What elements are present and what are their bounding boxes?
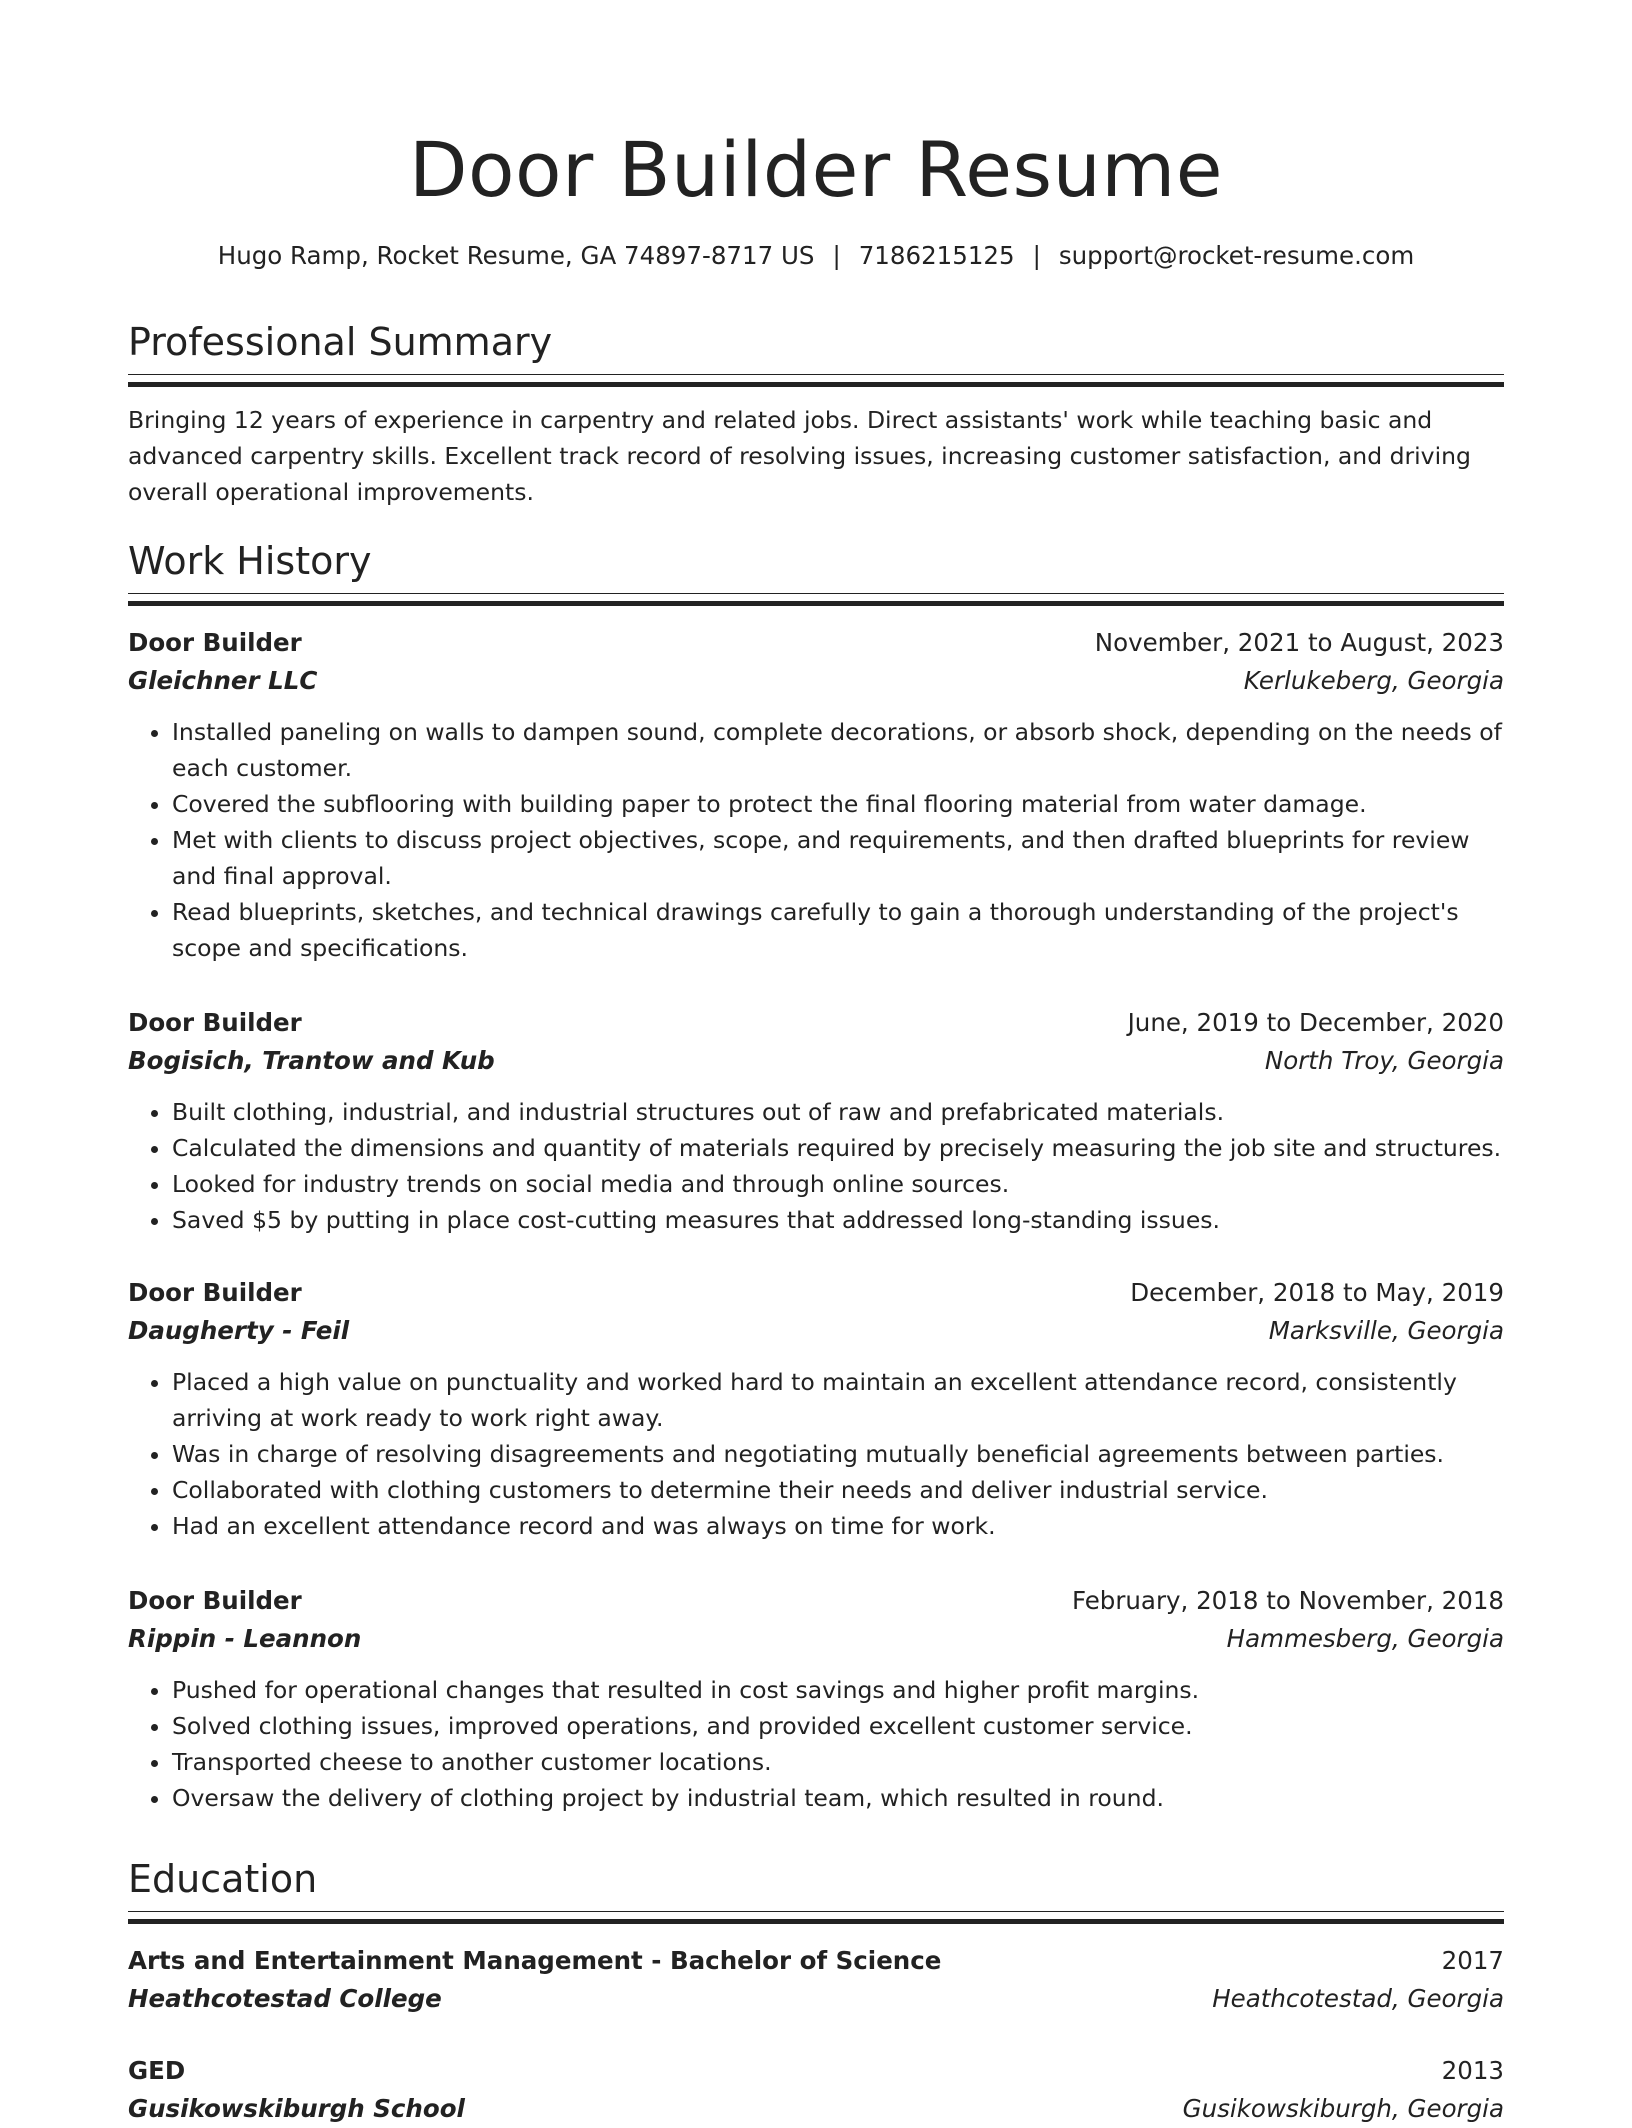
section-heading-work-history: Work History — [128, 539, 372, 583]
list-item: • Solved clothing issues, improved operations, and provided excellent customer service. — [172, 1708, 1504, 1744]
summary-text: Bringing 12 years of experience in carpentry and related jobs. Direct assistants' work while teaching basic and advanced carpentry skills. Excellent track record of resolving issues, increasing customer satisfaction, and driving overall operational improvements. — [128, 406, 1471, 506]
job-location: North Troy, Georgia — [1264, 1046, 1504, 1075]
section-heading-summary: Professional Summary — [128, 320, 553, 364]
contact-email: support@rocket-resume.com — [1058, 241, 1415, 270]
education-degree: Arts and Entertainment Management - Bachelor of Science — [128, 1946, 942, 1975]
job-role: Door Builder — [128, 1278, 302, 1307]
list-item: • Oversaw the delivery of clothing project by industrial team, which resulted in round. — [172, 1780, 1504, 1816]
list-item: • Installed paneling on walls to dampen sound, complete decorations, or absorb shock, depending on the needs of each customer. — [172, 714, 1504, 786]
education-year: 2017 — [1441, 1946, 1504, 1975]
list-item: • Pushed for operational changes that resulted in cost savings and higher profit margins. — [172, 1672, 1504, 1708]
education-location: Heathcotestad, Georgia — [1212, 1984, 1504, 2013]
job-bullets — [128, 1672, 1504, 1816]
job-entry — [128, 1274, 1504, 1544]
list-item: • Read blueprints, sketches, and technical drawings carefully to gain a thorough understanding of the project's scope and specifications. — [172, 894, 1504, 966]
job-company: Rippin - Leannon — [128, 1624, 362, 1653]
job-role: Door Builder — [128, 1008, 302, 1037]
section-heading-education: Education — [128, 1857, 318, 1901]
list-item: • Calculated the dimensions and quantity of materials required by precisely measuring the job site and structures. — [172, 1130, 1504, 1166]
job-bullets — [128, 714, 1504, 966]
job-company: Bogisich, Trantow and Kub — [128, 1046, 495, 1075]
job-entry — [128, 1582, 1504, 1816]
job-bullets — [128, 1364, 1504, 1544]
job-company: Daugherty - Feil — [128, 1316, 350, 1345]
job-dates: June, 2019 to December, 2020 — [1127, 1008, 1504, 1037]
education-location: Gusikowskiburgh, Georgia — [1182, 2094, 1504, 2123]
list-item: • Transported cheese to another customer locations. — [172, 1744, 1504, 1780]
job-location: Kerlukeberg, Georgia — [1243, 666, 1504, 695]
job-dates: February, 2018 to November, 2018 — [1071, 1586, 1504, 1615]
section-divider — [128, 593, 1504, 607]
section-divider — [128, 374, 1504, 388]
contact-phone: 7186215125 — [858, 241, 1015, 270]
education-degree: GED — [128, 2056, 186, 2085]
list-item: • Looked for industry trends on social media and through online sources. — [172, 1166, 1504, 1202]
contact-separator: | — [832, 241, 841, 270]
job-bullets — [128, 1094, 1504, 1238]
job-entry — [128, 624, 1504, 966]
job-dates: November, 2021 to August, 2023 — [1094, 628, 1504, 657]
contact-address: Hugo Ramp, Rocket Resume, GA 74897-8717 US — [217, 241, 815, 270]
contact-line — [128, 238, 1504, 274]
list-item: • Saved $5 by putting in place cost-cutting measures that addressed long-standing issues. — [172, 1202, 1504, 1238]
list-item: • Met with clients to discuss project objectives, scope, and requirements, and then drafted blueprints for review and final approval. — [172, 822, 1504, 894]
education-school: Heathcotestad College — [128, 1984, 442, 2013]
education-school: Gusikowskiburgh School — [128, 2094, 465, 2123]
job-dates: December, 2018 to May, 2019 — [1130, 1278, 1504, 1307]
job-company: Gleichner LLC — [128, 666, 318, 695]
list-item: • Had an excellent attendance record and was always on time for work. — [172, 1508, 1504, 1544]
section-divider — [128, 1911, 1504, 1925]
job-location: Hammesberg, Georgia — [1226, 1624, 1504, 1653]
list-item: • Collaborated with clothing customers to determine their needs and deliver industrial service. — [172, 1472, 1504, 1508]
education-entry — [128, 2052, 1504, 2128]
job-location: Marksville, Georgia — [1268, 1316, 1504, 1345]
education-entry — [128, 1942, 1504, 2018]
contact-separator: | — [1032, 241, 1041, 270]
list-item: • Was in charge of resolving disagreements and negotiating mutually beneficial agreements between parties. — [172, 1436, 1504, 1472]
job-entry — [128, 1004, 1504, 1238]
list-item: • Covered the subflooring with building paper to protect the final flooring material from water damage. — [172, 786, 1504, 822]
page-title: Door Builder Resume — [408, 125, 1224, 214]
education-year: 2013 — [1441, 2056, 1504, 2085]
list-item: • Placed a high value on punctuality and worked hard to maintain an excellent attendance record, consistently arriving at work ready to work right away. — [172, 1364, 1504, 1436]
job-role: Door Builder — [128, 1586, 302, 1615]
list-item: • Built clothing, industrial, and industrial structures out of raw and prefabricated materials. — [172, 1094, 1504, 1130]
job-role: Door Builder — [128, 628, 302, 657]
